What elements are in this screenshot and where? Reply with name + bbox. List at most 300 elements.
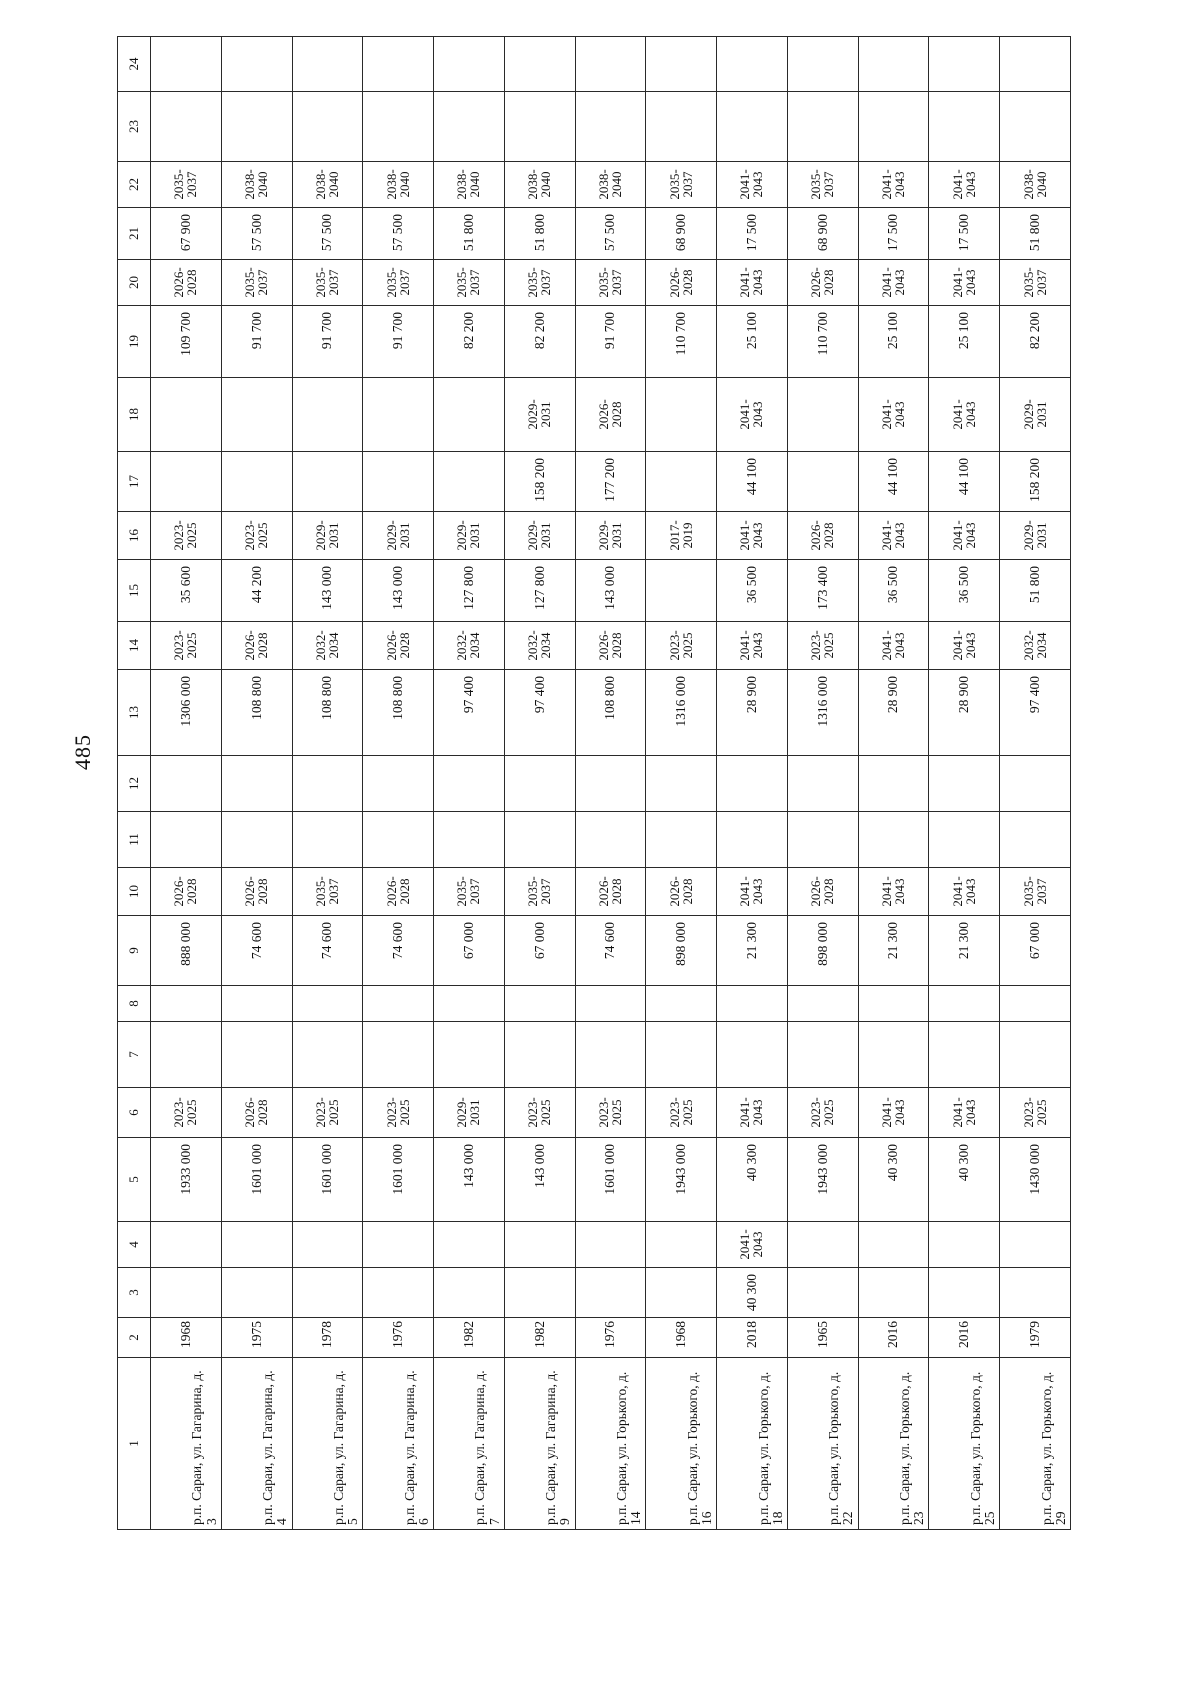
empty-cell: [646, 1222, 717, 1268]
table-wrapper: [117, 37, 1071, 1530]
period-cell: 2041- 2043: [858, 378, 929, 452]
cost-cell: 1306 000: [151, 670, 222, 756]
cost-cell: 21 300: [717, 916, 788, 986]
build-year-cell: 2016: [858, 1318, 929, 1358]
column-header-3: 3: [118, 1268, 151, 1318]
cost-cell: 36 500: [929, 560, 1000, 622]
empty-cell: [292, 92, 363, 162]
period-cell: 2041- 2043: [717, 512, 788, 560]
period-cell: 2029- 2031: [575, 512, 646, 560]
cost-cell: 127 800: [504, 560, 575, 622]
cost-cell: 82 200: [1000, 306, 1071, 378]
period-cell: 2023- 2025: [787, 1088, 858, 1138]
empty-cell: [646, 560, 717, 622]
empty-cell: [858, 756, 929, 812]
empty-cell: [151, 452, 222, 512]
address-cell: р.п. Сараи, ул. Горького, д. 18: [717, 1358, 788, 1530]
period-cell: 2023- 2025: [292, 1088, 363, 1138]
period-cell: 2029- 2031: [363, 512, 434, 560]
cost-cell: 40 300: [717, 1138, 788, 1222]
empty-cell: [787, 1222, 858, 1268]
table-row: [151, 37, 222, 1530]
cost-cell: 1933 000: [151, 1138, 222, 1222]
cost-cell: 44 200: [221, 560, 292, 622]
empty-cell: [292, 37, 363, 92]
empty-cell: [151, 1022, 222, 1088]
empty-cell: [434, 452, 505, 512]
column-header-18: 18: [118, 378, 151, 452]
empty-cell: [717, 812, 788, 868]
period-cell: 2041- 2043: [929, 622, 1000, 670]
cost-cell: 91 700: [575, 306, 646, 378]
empty-cell: [1000, 812, 1071, 868]
cost-cell: 67 000: [1000, 916, 1071, 986]
period-cell: 2035- 2037: [292, 868, 363, 916]
period-cell: 2041- 2043: [858, 868, 929, 916]
page-number: 485: [70, 734, 95, 770]
empty-cell: [575, 37, 646, 92]
cost-cell: 108 800: [363, 670, 434, 756]
empty-cell: [292, 378, 363, 452]
cost-cell: 1316 000: [787, 670, 858, 756]
build-year-cell: 1976: [575, 1318, 646, 1358]
cost-cell: 74 600: [292, 916, 363, 986]
address-cell: р.п. Сараи, ул. Гагарина, д. 5: [292, 1358, 363, 1530]
period-cell: 2041- 2043: [858, 622, 929, 670]
cost-cell: 143 000: [575, 560, 646, 622]
period-cell: 2029- 2031: [504, 512, 575, 560]
empty-cell: [646, 378, 717, 452]
period-cell: 2035- 2037: [504, 260, 575, 306]
address-cell: р.п. Сараи, ул. Горького, д. 22: [787, 1358, 858, 1530]
build-year-cell: 1965: [787, 1318, 858, 1358]
period-cell: 2026- 2028: [363, 622, 434, 670]
period-cell: 2026- 2028: [221, 1088, 292, 1138]
period-cell: 2041- 2043: [929, 260, 1000, 306]
period-cell: 2026- 2028: [575, 378, 646, 452]
column-header-24: 24: [118, 37, 151, 92]
period-cell: 2038- 2040: [221, 162, 292, 208]
cost-cell: 28 900: [717, 670, 788, 756]
period-cell: 2029- 2031: [292, 512, 363, 560]
period-cell: 2038- 2040: [1000, 162, 1071, 208]
cost-cell: 67 900: [151, 208, 222, 260]
empty-cell: [646, 756, 717, 812]
empty-cell: [575, 1268, 646, 1318]
empty-cell: [292, 812, 363, 868]
cost-cell: 82 200: [504, 306, 575, 378]
empty-cell: [787, 812, 858, 868]
table-row: [787, 37, 858, 1530]
empty-cell: [363, 92, 434, 162]
period-cell: 2035- 2037: [292, 260, 363, 306]
period-cell: 2023- 2025: [151, 512, 222, 560]
empty-cell: [434, 1222, 505, 1268]
cost-cell: 51 800: [1000, 208, 1071, 260]
empty-cell: [504, 37, 575, 92]
cost-cell: 110 700: [646, 306, 717, 378]
cost-cell: 17 500: [929, 208, 1000, 260]
empty-cell: [292, 1222, 363, 1268]
empty-cell: [646, 986, 717, 1022]
cost-cell: 44 100: [717, 452, 788, 512]
empty-cell: [646, 812, 717, 868]
cost-cell: 143 000: [363, 560, 434, 622]
cost-cell: 35 600: [151, 560, 222, 622]
period-cell: 2029- 2031: [1000, 378, 1071, 452]
empty-cell: [929, 756, 1000, 812]
period-cell: 2041- 2043: [858, 162, 929, 208]
build-year-cell: 1982: [434, 1318, 505, 1358]
empty-cell: [858, 1268, 929, 1318]
period-cell: 2035- 2037: [1000, 260, 1071, 306]
cost-cell: 67 000: [434, 916, 505, 986]
empty-cell: [221, 378, 292, 452]
empty-cell: [575, 92, 646, 162]
period-cell: 2035- 2037: [504, 868, 575, 916]
cost-cell: 74 600: [363, 916, 434, 986]
cost-cell: 91 700: [221, 306, 292, 378]
period-cell: 2026- 2028: [787, 868, 858, 916]
cost-cell: 28 900: [929, 670, 1000, 756]
period-cell: 2023- 2025: [1000, 1088, 1071, 1138]
period-cell: 2041- 2043: [717, 1222, 788, 1268]
period-cell: 2023- 2025: [504, 1088, 575, 1138]
build-year-cell: 2016: [929, 1318, 1000, 1358]
period-cell: 2029- 2031: [504, 378, 575, 452]
table-row: [646, 37, 717, 1530]
empty-cell: [1000, 37, 1071, 92]
empty-cell: [504, 1268, 575, 1318]
empty-cell: [363, 452, 434, 512]
period-cell: 2026- 2028: [151, 868, 222, 916]
empty-cell: [575, 812, 646, 868]
table-row: [221, 37, 292, 1530]
empty-cell: [221, 756, 292, 812]
column-header-5: 5: [118, 1138, 151, 1222]
period-cell: 2032- 2034: [434, 622, 505, 670]
empty-cell: [221, 37, 292, 92]
empty-cell: [929, 1022, 1000, 1088]
table-row: [1000, 37, 1071, 1530]
cost-cell: 1601 000: [292, 1138, 363, 1222]
period-cell: 2041- 2043: [929, 512, 1000, 560]
cost-cell: 1601 000: [363, 1138, 434, 1222]
empty-cell: [434, 37, 505, 92]
period-cell: 2038- 2040: [575, 162, 646, 208]
empty-cell: [1000, 1022, 1071, 1088]
empty-cell: [363, 37, 434, 92]
period-cell: 2032- 2034: [504, 622, 575, 670]
repair-schedule-table: [117, 36, 1071, 1530]
column-header-11: 11: [118, 812, 151, 868]
empty-cell: [221, 1022, 292, 1088]
cost-cell: 17 500: [717, 208, 788, 260]
table-row: [504, 37, 575, 1530]
empty-cell: [858, 92, 929, 162]
empty-cell: [1000, 1268, 1071, 1318]
column-header-10: 10: [118, 868, 151, 916]
empty-cell: [787, 37, 858, 92]
build-year-cell: 1968: [151, 1318, 222, 1358]
cost-cell: 57 500: [575, 208, 646, 260]
address-cell: р.п. Сараи, ул. Горького, д. 29: [1000, 1358, 1071, 1530]
empty-cell: [504, 986, 575, 1022]
period-cell: 2026- 2028: [787, 260, 858, 306]
period-cell: 2026- 2028: [221, 868, 292, 916]
cost-cell: 1601 000: [575, 1138, 646, 1222]
empty-cell: [363, 812, 434, 868]
empty-cell: [363, 1268, 434, 1318]
table-row: [363, 37, 434, 1530]
cost-cell: 97 400: [1000, 670, 1071, 756]
period-cell: 2041- 2043: [929, 1088, 1000, 1138]
period-cell: 2026- 2028: [646, 868, 717, 916]
cost-cell: 21 300: [929, 916, 1000, 986]
period-cell: 2026- 2028: [575, 868, 646, 916]
period-cell: 2041- 2043: [929, 378, 1000, 452]
column-header-7: 7: [118, 1022, 151, 1088]
cost-cell: 1943 000: [646, 1138, 717, 1222]
empty-cell: [575, 1222, 646, 1268]
period-cell: 2023- 2025: [221, 512, 292, 560]
empty-cell: [1000, 92, 1071, 162]
empty-cell: [929, 37, 1000, 92]
empty-cell: [1000, 756, 1071, 812]
period-cell: 2035- 2037: [787, 162, 858, 208]
empty-cell: [787, 1022, 858, 1088]
cost-cell: 51 800: [1000, 560, 1071, 622]
period-cell: 2038- 2040: [504, 162, 575, 208]
cost-cell: 109 700: [151, 306, 222, 378]
empty-cell: [504, 1222, 575, 1268]
empty-cell: [575, 756, 646, 812]
cost-cell: 36 500: [858, 560, 929, 622]
empty-cell: [929, 986, 1000, 1022]
empty-cell: [221, 1268, 292, 1318]
empty-cell: [151, 756, 222, 812]
period-cell: 2035- 2037: [221, 260, 292, 306]
address-cell: р.п. Сараи, ул. Горького, д. 25: [929, 1358, 1000, 1530]
period-cell: 2041- 2043: [929, 868, 1000, 916]
column-header-17: 17: [118, 452, 151, 512]
cost-cell: 91 700: [363, 306, 434, 378]
empty-cell: [221, 986, 292, 1022]
period-cell: 2026- 2028: [151, 260, 222, 306]
cost-cell: 40 300: [858, 1138, 929, 1222]
empty-cell: [504, 812, 575, 868]
table-row: [434, 37, 505, 1530]
empty-cell: [434, 812, 505, 868]
cost-cell: 97 400: [504, 670, 575, 756]
period-cell: 2035- 2037: [646, 162, 717, 208]
period-cell: 2035- 2037: [434, 260, 505, 306]
column-header-12: 12: [118, 756, 151, 812]
empty-cell: [151, 92, 222, 162]
table-row: [575, 37, 646, 1530]
empty-cell: [575, 1022, 646, 1088]
empty-cell: [504, 756, 575, 812]
period-cell: 2035- 2037: [363, 260, 434, 306]
empty-cell: [929, 1222, 1000, 1268]
empty-cell: [151, 812, 222, 868]
empty-cell: [858, 1222, 929, 1268]
empty-cell: [221, 92, 292, 162]
build-year-cell: 1975: [221, 1318, 292, 1358]
period-cell: 2038- 2040: [292, 162, 363, 208]
column-header-21: 21: [118, 208, 151, 260]
empty-cell: [646, 452, 717, 512]
period-cell: 2029- 2031: [434, 1088, 505, 1138]
cost-cell: 173 400: [787, 560, 858, 622]
empty-cell: [434, 756, 505, 812]
period-cell: 2023- 2025: [151, 622, 222, 670]
cost-cell: 21 300: [858, 916, 929, 986]
period-cell: 2035- 2037: [434, 868, 505, 916]
empty-cell: [929, 92, 1000, 162]
period-cell: 2032- 2034: [292, 622, 363, 670]
cost-cell: 68 900: [787, 208, 858, 260]
table-row: [717, 37, 788, 1530]
cost-cell: 25 100: [858, 306, 929, 378]
period-cell: 2041- 2043: [717, 260, 788, 306]
empty-cell: [858, 37, 929, 92]
cost-cell: 57 500: [221, 208, 292, 260]
column-header-14: 14: [118, 622, 151, 670]
empty-cell: [787, 986, 858, 1022]
table-row: [292, 37, 363, 1530]
cost-cell: 158 200: [1000, 452, 1071, 512]
period-cell: 2041- 2043: [717, 622, 788, 670]
cost-cell: 51 800: [504, 208, 575, 260]
column-header-2: 2: [118, 1318, 151, 1358]
empty-cell: [858, 812, 929, 868]
column-header-19: 19: [118, 306, 151, 378]
cost-cell: 25 100: [929, 306, 1000, 378]
empty-cell: [363, 756, 434, 812]
period-cell: 2026- 2028: [787, 512, 858, 560]
period-cell: 2017- 2019: [646, 512, 717, 560]
column-header-1: 1: [118, 1358, 151, 1530]
build-year-cell: 1968: [646, 1318, 717, 1358]
address-cell: р.п. Сараи, ул. Гагарина, д. 4: [221, 1358, 292, 1530]
cost-cell: 108 800: [292, 670, 363, 756]
empty-cell: [717, 37, 788, 92]
cost-cell: 40 300: [717, 1268, 788, 1318]
empty-cell: [292, 452, 363, 512]
empty-cell: [717, 92, 788, 162]
empty-cell: [646, 1022, 717, 1088]
period-cell: 2023- 2025: [646, 1088, 717, 1138]
cost-cell: 17 500: [858, 208, 929, 260]
empty-cell: [504, 92, 575, 162]
address-cell: р.п. Сараи, ул. Гагарина, д. 3: [151, 1358, 222, 1530]
period-cell: 2029- 2031: [434, 512, 505, 560]
cost-cell: 74 600: [575, 916, 646, 986]
cost-cell: 25 100: [717, 306, 788, 378]
empty-cell: [151, 378, 222, 452]
cost-cell: 898 000: [646, 916, 717, 986]
build-year-cell: 1976: [363, 1318, 434, 1358]
empty-cell: [221, 452, 292, 512]
empty-cell: [787, 1268, 858, 1318]
column-header-23: 23: [118, 92, 151, 162]
cost-cell: 97 400: [434, 670, 505, 756]
column-header-20: 20: [118, 260, 151, 306]
empty-cell: [717, 1022, 788, 1088]
column-header-6: 6: [118, 1088, 151, 1138]
period-cell: 2041- 2043: [858, 1088, 929, 1138]
empty-cell: [151, 986, 222, 1022]
period-cell: 2029- 2031: [1000, 512, 1071, 560]
empty-cell: [221, 812, 292, 868]
empty-cell: [787, 756, 858, 812]
period-cell: 2035- 2037: [151, 162, 222, 208]
empty-cell: [151, 1222, 222, 1268]
cost-cell: 57 500: [363, 208, 434, 260]
cost-cell: 74 600: [221, 916, 292, 986]
cost-cell: 67 000: [504, 916, 575, 986]
period-cell: 2023- 2025: [363, 1088, 434, 1138]
cost-cell: 143 000: [504, 1138, 575, 1222]
empty-cell: [434, 378, 505, 452]
empty-cell: [787, 92, 858, 162]
address-cell: р.п. Сараи, ул. Гагарина, д. 7: [434, 1358, 505, 1530]
address-cell: р.п. Сараи, ул. Гагарина, д. 6: [363, 1358, 434, 1530]
cost-cell: 898 000: [787, 916, 858, 986]
empty-cell: [929, 1268, 1000, 1318]
cost-cell: 40 300: [929, 1138, 1000, 1222]
period-cell: 2041- 2043: [717, 378, 788, 452]
empty-cell: [151, 37, 222, 92]
period-cell: 2035- 2037: [575, 260, 646, 306]
cost-cell: 1316 000: [646, 670, 717, 756]
period-cell: 2041- 2043: [717, 868, 788, 916]
cost-cell: 143 000: [434, 1138, 505, 1222]
period-cell: 2041- 2043: [929, 162, 1000, 208]
empty-cell: [646, 1268, 717, 1318]
period-cell: 2041- 2043: [858, 512, 929, 560]
empty-cell: [504, 1022, 575, 1088]
column-header-4: 4: [118, 1222, 151, 1268]
cost-cell: 108 800: [575, 670, 646, 756]
period-cell: 2038- 2040: [363, 162, 434, 208]
table-row: [858, 37, 929, 1530]
empty-cell: [1000, 986, 1071, 1022]
period-cell: 2026- 2028: [363, 868, 434, 916]
build-year-cell: 1978: [292, 1318, 363, 1358]
empty-cell: [646, 37, 717, 92]
column-header-13: 13: [118, 670, 151, 756]
empty-cell: [1000, 1222, 1071, 1268]
cost-cell: 110 700: [787, 306, 858, 378]
period-cell: 2026- 2028: [646, 260, 717, 306]
empty-cell: [575, 986, 646, 1022]
cost-cell: 143 000: [292, 560, 363, 622]
column-header-16: 16: [118, 512, 151, 560]
cost-cell: 158 200: [504, 452, 575, 512]
address-cell: р.п. Сараи, ул. Горького, д. 23: [858, 1358, 929, 1530]
address-cell: р.п. Сараи, ул. Горького, д. 14: [575, 1358, 646, 1530]
cost-cell: 44 100: [858, 452, 929, 512]
empty-cell: [221, 1222, 292, 1268]
empty-cell: [434, 1022, 505, 1088]
cost-cell: 68 900: [646, 208, 717, 260]
column-header-15: 15: [118, 560, 151, 622]
cost-cell: 1943 000: [787, 1138, 858, 1222]
period-cell: 2023- 2025: [151, 1088, 222, 1138]
address-cell: р.п. Сараи, ул. Горького, д. 16: [646, 1358, 717, 1530]
